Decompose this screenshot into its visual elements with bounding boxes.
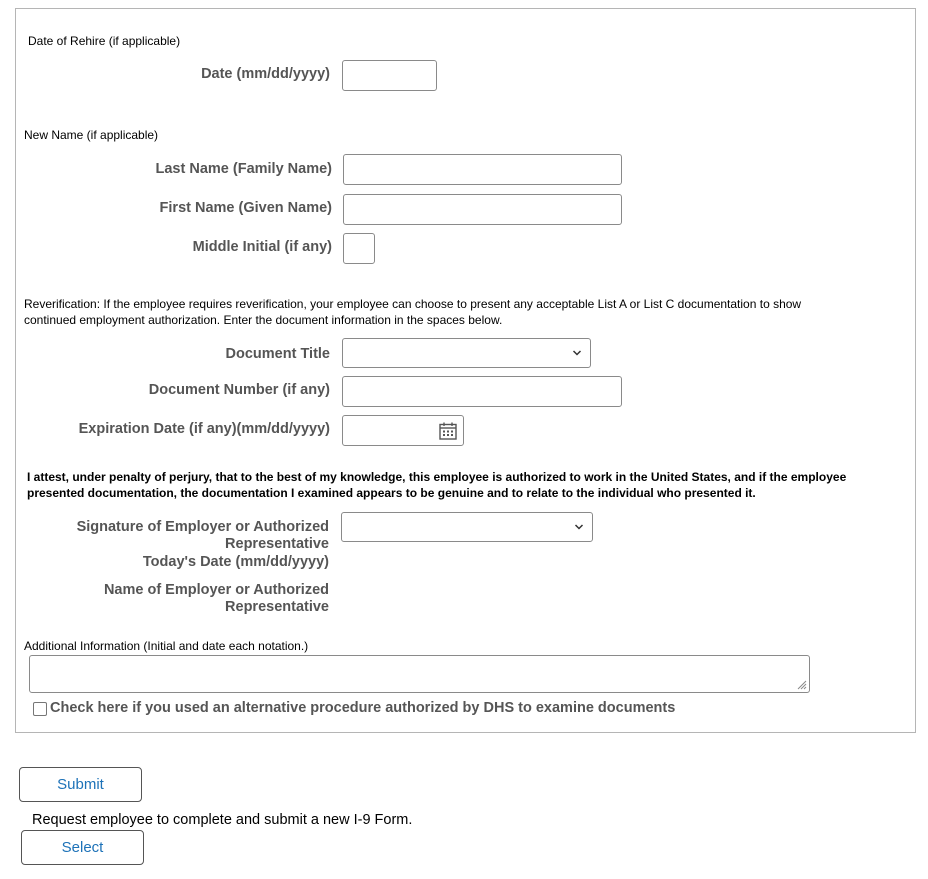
rehire-section-label: Date of Rehire (if applicable) — [28, 34, 181, 48]
expiration-date-input[interactable] — [342, 415, 464, 446]
new-name-section-label: New Name (if applicable) — [24, 128, 159, 142]
employer-name-label: Name of Employer or Authorized Representative — [103, 582, 329, 615]
alt-procedure-label[interactable]: Check here if you used an alternative procedure authorized by DHS to examine documents — [50, 700, 676, 716]
additional-info-textarea[interactable] — [29, 655, 810, 693]
middle-initial-input[interactable] — [343, 233, 375, 264]
document-title-select[interactable] — [342, 338, 591, 368]
reverification-note: Reverification: If the employee requires reverification, your employee can choose to present any acceptable List A or List C documentation to show continued employment authorization. Enter the document information in the spaces below. — [24, 297, 802, 327]
resize-grip-icon[interactable] — [795, 678, 807, 690]
i9-section3-panel — [15, 8, 916, 733]
additional-info-label: Additional Information (Initial and date each notation.) — [24, 639, 309, 653]
first-name-input[interactable] — [343, 194, 622, 225]
submit-button[interactable]: Submit — [19, 767, 142, 802]
attestation-text: I attest, under penalty of perjury, that to the best of my knowledge, this employee is authorized to work in the United States, and if the employee presented documentation, the documentation I examined appears to be genuine and to relate to the individual who presented it. — [27, 470, 847, 500]
document-title-label: Document Title — [225, 346, 330, 362]
last-name-input[interactable] — [343, 154, 622, 185]
rehire-date-input[interactable] — [342, 60, 437, 91]
todays-date-label: Today's Date (mm/dd/yyyy) — [142, 554, 329, 570]
document-number-label: Document Number (if any) — [148, 382, 330, 398]
rehire-date-label: Date (mm/dd/yyyy) — [201, 66, 330, 82]
request-new-i9-text: Request employee to complete and submit a new I-9 Form. — [32, 812, 413, 828]
expiration-date-label: Expiration Date (if any)(mm/dd/yyyy) — [78, 421, 330, 437]
select-button[interactable]: Select — [21, 830, 144, 865]
calendar-icon[interactable] — [438, 421, 458, 441]
last-name-label: Last Name (Family Name) — [155, 161, 332, 177]
chevron-down-icon — [574, 522, 584, 532]
document-number-input[interactable] — [342, 376, 622, 407]
signature-select[interactable] — [341, 512, 593, 542]
chevron-down-icon — [572, 348, 582, 358]
first-name-label: First Name (Given Name) — [159, 200, 332, 216]
alt-procedure-checkbox[interactable] — [33, 702, 47, 716]
signature-label: Signature of Employer or Authorized Representative — [76, 519, 329, 552]
middle-initial-label: Middle Initial (if any) — [192, 239, 332, 255]
